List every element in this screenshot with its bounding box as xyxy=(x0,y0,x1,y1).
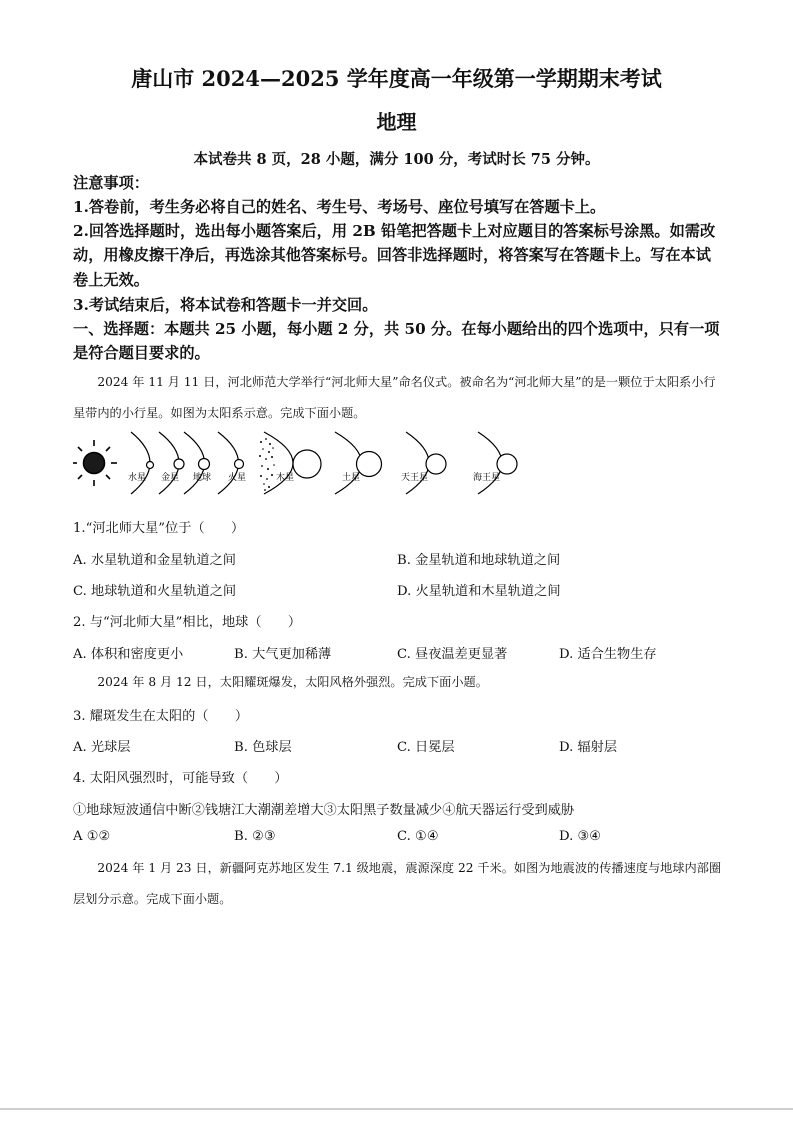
saturn-body xyxy=(357,452,382,477)
exam-title: 唐山市 2024—2025 学年度高一年级第一学期期末考试 xyxy=(131,66,662,91)
earth-body xyxy=(199,459,210,470)
q1-stem: 1.“河北师大星”位于（ ） xyxy=(73,521,245,536)
notice-item-1: 1.答卷前，考生务必将自己的姓名、考生号、考场号、座位号填写在答题卡上。 xyxy=(73,198,606,216)
planet-label-mars: 火星 xyxy=(228,473,247,483)
planet-label-venus: 金星 xyxy=(161,473,180,483)
q1-option-d[interactable]: D. 火星轨道和木星轨道之间 xyxy=(397,584,561,599)
q1-option-c[interactable]: C. 地球轨道和火星轨道之间 xyxy=(73,584,237,599)
q1-option-b[interactable]: B. 金星轨道和地球轨道之间 xyxy=(397,553,561,568)
planet-label-saturn: 土星 xyxy=(342,473,361,483)
q2-option-a[interactable]: A. 体积和密度更小 xyxy=(73,647,184,662)
passage-1: 2024 年 11 月 11 日，河北师范大学举行“河北师大星”命名仪式。被命名为“河北师大星”的是一颗位于太阳系小行星带内的小行星。如图为太阳系示意。完成下面小题。 xyxy=(73,375,716,420)
q4-option-d[interactable]: D. ③④ xyxy=(559,829,602,844)
q3-option-b[interactable]: B. 色球层 xyxy=(234,740,292,755)
orbit-jupiter xyxy=(264,432,293,494)
planet-label-jupiter: 木星 xyxy=(276,473,295,483)
exam-info: 本试卷共 8 页，28 小题，满分 100 分，考试时长 75 分钟。 xyxy=(193,151,600,168)
section-1-heading: 一、选择题：本题共 25 小题，每小题 2 分，共 50 分。在每小题给出的四个选项中，只有一项是符合题目要求的。 xyxy=(73,320,720,363)
q2-stem: 2. 与“河北师大星”相比，地球（ ） xyxy=(73,615,302,630)
q4-stem: 4. 太阳风强烈时，可能导致（ ） xyxy=(73,771,288,786)
notice-item-3: 3.考试结束后，将本试卷和答题卡一并交回。 xyxy=(73,296,378,314)
sun-icon xyxy=(73,440,117,486)
q2-option-d[interactable]: D. 适合生物生存 xyxy=(559,647,657,662)
q3-option-a[interactable]: A. 光球层 xyxy=(73,740,131,755)
q2-option-c[interactable]: C. 昼夜温差更显著 xyxy=(397,647,508,662)
q4-option-c[interactable]: C. ①④ xyxy=(397,829,439,844)
exam-subject: 地理 xyxy=(376,110,417,134)
notice-heading: 注意事项： xyxy=(73,174,149,192)
planet-label-neptune: 海王星 xyxy=(473,473,501,483)
solar-system-diagram xyxy=(73,428,533,496)
planet-label-uranus: 天王星 xyxy=(401,473,429,483)
venus-body xyxy=(174,459,184,469)
q4-statements: ①地球短波通信中断②钱塘江大潮潮差增大③太阳黑子数量减少④航天器运行受到威胁 xyxy=(73,803,575,818)
mercury-body xyxy=(147,462,154,469)
passage-2: 2024 年 8 月 12 日，太阳耀斑爆发，太阳风格外强烈。完成下面小题。 xyxy=(97,675,488,689)
planet-label-mercury: 水星 xyxy=(128,473,147,483)
asteroid-belt xyxy=(259,438,275,491)
notice-item-2: 2.回答选择题时，选出每小题答案后，用 2B 铅笔把答题卡上对应题目的答案标号涂黑。如需改动，用橡皮擦干净后，再选涂其他答案标号。回答非选择题时，将答案写在答题卡上。写在本试卷上无效。 xyxy=(73,222,716,289)
mars-body xyxy=(235,460,244,469)
jupiter-body xyxy=(293,450,321,478)
q3-option-c[interactable]: C. 日冕层 xyxy=(397,740,455,755)
page-bottom-divider xyxy=(0,1108,793,1110)
uranus-body xyxy=(426,454,446,474)
q1-option-a[interactable]: A. 水星轨道和金星轨道之间 xyxy=(73,553,236,568)
q4-option-b[interactable]: B. ②③ xyxy=(234,829,276,844)
q3-option-d[interactable]: D. 辐射层 xyxy=(559,740,618,755)
q3-stem: 3. 耀斑发生在太阳的（ ） xyxy=(73,709,249,724)
passage-3: 2024 年 1 月 23 日，新疆阿克苏地区发生 7.1 级地震，震源深度 22 千米。如图为地震波的传播速度与地球内部圈层划分示意。完成下面小题。 xyxy=(73,861,722,906)
planet-label-earth: 地球 xyxy=(193,473,212,483)
q2-option-b[interactable]: B. 大气更加稀薄 xyxy=(234,647,332,662)
neptune-body xyxy=(497,454,517,474)
q4-option-a[interactable]: A ①② xyxy=(73,829,111,844)
